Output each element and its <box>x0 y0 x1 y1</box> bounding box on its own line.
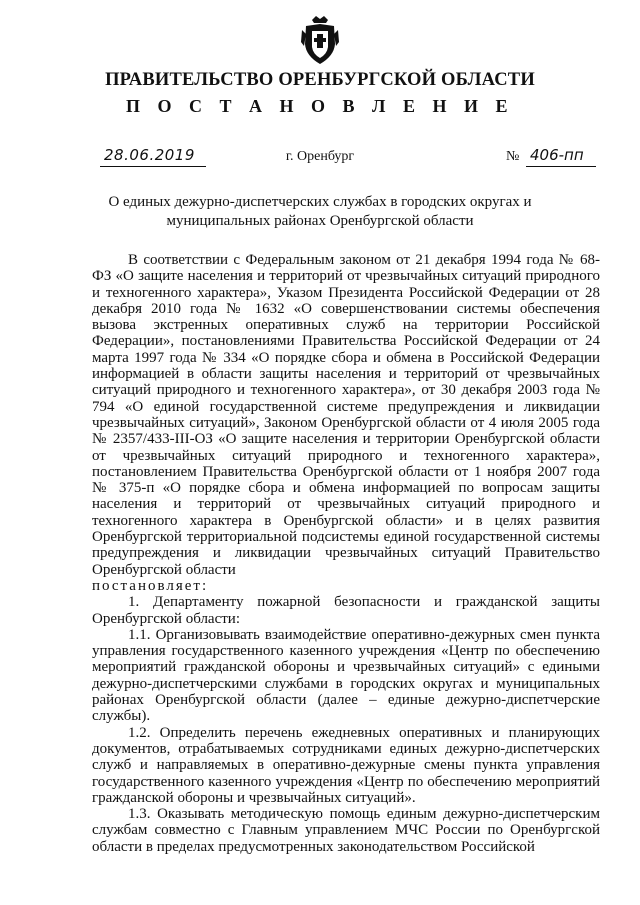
resolves-word: постановляет: <box>92 577 209 594</box>
document-title: О единых дежурно-диспетчерских службах в городских округах и муниципальных районах Оренбургской области <box>108 194 532 229</box>
coat-of-arms-icon <box>300 14 340 66</box>
document-date-value: 28.06.2019 <box>104 146 195 164</box>
document-meta <box>0 146 640 170</box>
document-number-value: 406-пп <box>530 146 584 164</box>
paragraph-1-1: 1.1. Организовывать взаимодействие оперативно-дежурных смен пункта управления государственного казенного учреждения «Центр по обеспечению мероприятий гражданской обороны и чрезвычайных ситуаций» с едиными дежурно-диспетчерскими службами в городских округах и муниципальных районах Оренбургской области (далее – единые дежурно-диспетчерские службы). <box>92 626 600 725</box>
paragraph-1-2: 1.2. Определить перечень ежедневных оперативных и планирующих документов, отрабатываемых сотрудниками единых дежурно-диспетчерских служб и направляемых в оперативно-дежурные смены пункта управления государственного казенного учреждения «Центр по обеспечению мероприятий гражданской обороны и чрезвычайных ситуаций». <box>92 724 600 806</box>
paragraph-1-3: 1.3. Оказывать методическую помощь единым дежурно-диспетчерским службам совместно с Главным управлением МЧС России по Оренбургской области в пределах предусмотренных законодательством Российской <box>92 806 600 855</box>
document-type: П О С Т А Н О В Л Е Н И Е <box>126 96 514 116</box>
number-sign: № <box>506 149 520 164</box>
paragraph-1: 1. Департаменту пожарной безопасности и гражданской защиты Оренбургской области: <box>92 594 600 627</box>
document-body <box>92 252 600 855</box>
organization-name: ПРАВИТЕЛЬСТВО ОРЕНБУРГСКОЙ ОБЛАСТИ <box>105 70 535 90</box>
document-number-field <box>526 146 596 167</box>
preamble-paragraph: В соответствии с Федеральным законом от 21 декабря 1994 года № 68-ФЗ «О защите населения и территорий от чрезвычайных ситуаций природного и техногенного характера», Указом Президента Российской Федерации от 28 декабря 2010 года № 1632 «О совершенствовании системы обеспечения вызова экстренных оперативных служб на территории Российской Федерации», постановлениями Правительства Российской Федерации от 24 марта 1997 года № 334 «О порядке сбора и обмена в Российской Федерации информацией в области защиты населения и территорий от чрезвычайных ситуаций природного и техногенного характера», от 30 декабря 2003 года № 794 «О единой государственной системе предупреждения и ликвидации чрезвычайных ситуаций», Законом Оренбургской области от 4 июля 2005 года № 2357/433-III-ОЗ «О защите населения и территории Оренбургской области от чрезвычайных ситуаций природного и техногенного характера», постановлением Правительства Оренбургской области от 1 ноября 2007 года № 375-п «О порядке сбора и обмена информацией по вопросам защиты населения и территорий от чрезвычайных ситуаций природного и техногенного характера в Оренбургской области» и в целях развития Оренбургской территориальной подсистемы единой государственной системы предупреждения и ликвидации чрезвычайных ситуаций Правительство Оренбургской области <box>92 252 600 578</box>
document-city: г. Оренбург <box>285 149 355 164</box>
